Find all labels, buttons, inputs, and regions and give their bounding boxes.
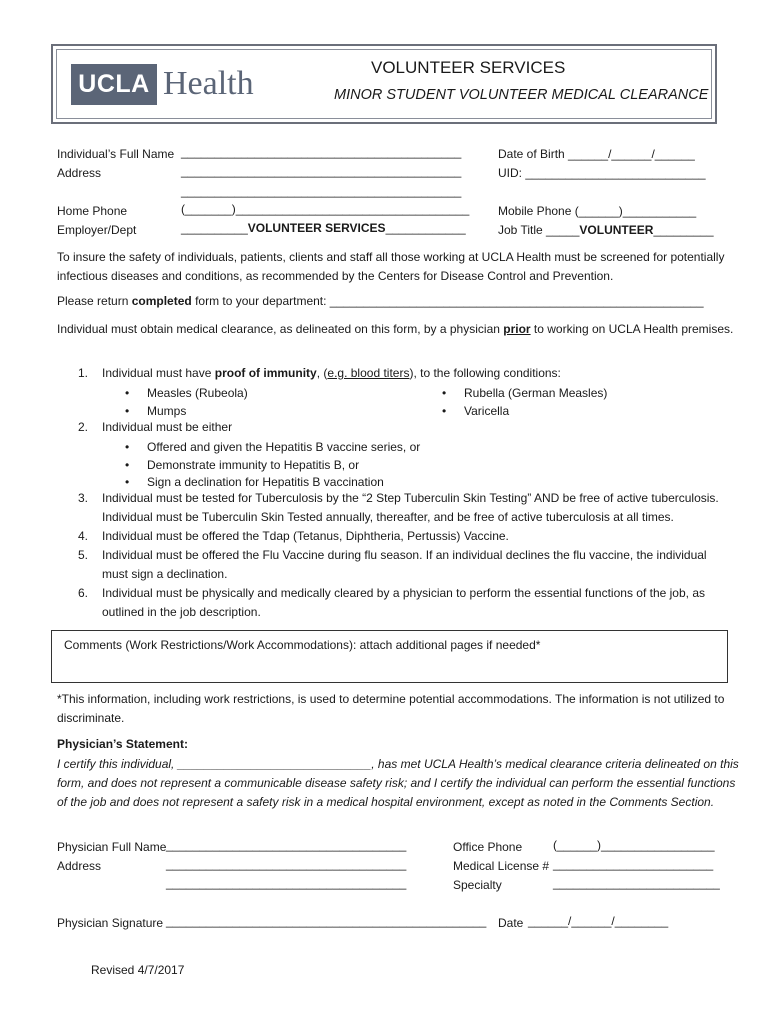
physician-name-label: Physician Full Name: [57, 840, 167, 854]
specialty-label: Specialty: [453, 878, 502, 892]
req1-part-c: , (: [316, 366, 328, 380]
employer-field[interactable]: [181, 221, 466, 235]
physician-name-field[interactable]: ____________________________________: [166, 838, 407, 852]
req3-number: 3.: [78, 491, 89, 505]
office-phone-label: Office Phone: [453, 840, 523, 854]
uid-line: ___________________________: [525, 166, 706, 180]
req1-part-e: ), to the following conditions:: [409, 366, 561, 380]
list-item: Varicella: [464, 404, 510, 418]
req4-text: Individual must be offered the Tdap (Tetanus, Diphtheria, Pertussis) Vaccine.: [102, 529, 509, 543]
address-label: Address: [57, 166, 102, 180]
req3-line2: Individual must be Tuberculin Skin Tested annually, thereafter, and be free of active tuberculosis at all times.: [102, 510, 674, 524]
dob-label: Date of Birth: [498, 147, 565, 161]
req3-line1: Individual must be tested for Tuberculosis by the “2 Step Tuberculin Skin Testing” AND be free of active tuberculosis.: [102, 491, 719, 505]
specialty-field[interactable]: _________________________: [553, 876, 720, 890]
health-logo-text: Health: [163, 65, 254, 102]
employer-label: Employer/Dept: [57, 223, 137, 237]
date-field[interactable]: ______/______/________: [528, 914, 669, 928]
comments-label: Comments (Work Restrictions/Work Accommodations): attach additional pages if needed*: [64, 638, 541, 652]
mobile-phone-field[interactable]: [498, 204, 696, 218]
date-label: Date: [498, 916, 524, 930]
return-emphasis: completed: [131, 294, 192, 308]
employer-suffix: ____________: [385, 221, 466, 235]
physician-address-label: Address: [57, 859, 102, 873]
bullet-icon: •: [125, 440, 130, 454]
bullet-icon: •: [125, 475, 130, 489]
ucla-logo: UCLA: [71, 64, 157, 105]
address-field-1[interactable]: __________________________________________: [181, 164, 462, 178]
job-title-label: Job Title: [498, 223, 543, 237]
req1-part-b: proof of immunity: [214, 366, 317, 380]
job-title-prefix: _____: [546, 223, 580, 237]
req1-part-a: Individual must have: [102, 366, 215, 380]
employer-value: VOLUNTEER SERVICES: [247, 221, 386, 235]
req6-number: 6.: [78, 586, 89, 600]
uid-label: UID:: [498, 166, 522, 180]
page-title: VOLUNTEER SERVICES: [371, 58, 566, 77]
bullet-icon: •: [125, 386, 130, 400]
return-instruction: [57, 294, 704, 308]
req5-line2: must sign a declination.: [102, 567, 228, 581]
list-item: Sign a declination for Hepatitis B vaccination: [147, 475, 384, 489]
return-text: Please return: [57, 294, 132, 308]
dob-line: ______/______/______: [568, 147, 695, 161]
job-title-value: VOLUNTEER: [579, 223, 654, 237]
clearance-text-2: to working on UCLA Health premises.: [530, 322, 734, 336]
address-field-2[interactable]: __________________________________________: [181, 184, 462, 198]
license-field[interactable]: ________________________: [553, 857, 714, 871]
intro-paragraph: To insure the safety of individuals, patients, clients and staff all those working at UCLA Health must be screened for potentially infectious diseases and conditions, as recommended by the Centers for Disease Control and Prevention.: [57, 250, 725, 283]
signature-label: Physician Signature: [57, 916, 164, 930]
home-phone-field[interactable]: (_______)___________________________________: [181, 202, 470, 216]
full-name-field[interactable]: __________________________________________: [181, 145, 462, 159]
employer-prefix: __________: [181, 221, 248, 235]
physician-address-field-2[interactable]: ____________________________________: [166, 876, 407, 890]
dob-field[interactable]: [498, 147, 695, 161]
office-phone-field[interactable]: (______)_________________: [553, 838, 715, 852]
bullet-icon: •: [125, 458, 130, 472]
req5-line1: Individual must be offered the Flu Vaccine during flu season. If an individual declines the flu vaccine, the individual: [102, 548, 707, 562]
uid-field[interactable]: [498, 166, 706, 180]
statement-text-a: I certify this individual,: [57, 757, 178, 771]
physician-address-field-1[interactable]: ____________________________________: [166, 857, 407, 871]
disclaimer-text: *This information, including work restrictions, is used to determine potential accommodations. The information is not utilized to discriminate.: [57, 692, 725, 725]
list-item: Measles (Rubeola): [147, 386, 248, 400]
physician-statement-text: [57, 755, 742, 812]
req4-number: 4.: [78, 529, 89, 543]
license-label: Medical License #: [453, 859, 550, 873]
department-field[interactable]: ________________________________________________________: [329, 294, 704, 308]
home-phone-label: Home Phone: [57, 204, 128, 218]
req5-number: 5.: [78, 548, 89, 562]
certified-individual-field[interactable]: _____________________________: [177, 757, 372, 771]
job-title-field[interactable]: [498, 223, 714, 237]
signature-field[interactable]: ________________________________________________: [166, 914, 487, 928]
mobile-line: (______)___________: [574, 204, 697, 218]
list-item: Demonstrate immunity to Hepatitis B, or: [147, 458, 360, 472]
full-name-label: Individual’s Full Name: [57, 147, 175, 161]
revised-date: Revised 4/7/2017: [91, 963, 185, 977]
req2-text: Individual must be either: [102, 420, 233, 434]
list-item: Offered and given the Hepatitis B vaccine series, or: [147, 440, 421, 454]
bullet-icon: •: [125, 404, 130, 418]
req1-number: 1.: [78, 366, 89, 380]
req6-line2: outlined in the job description.: [102, 605, 261, 619]
mobile-label: Mobile Phone: [498, 204, 572, 218]
physician-statement-heading: Physician’s Statement:: [57, 737, 188, 751]
form-subtitle: MINOR STUDENT VOLUNTEER MEDICAL CLEARANCE: [334, 87, 709, 103]
clearance-text: Individual must obtain medical clearance, as delineated on this form, by a physician: [57, 322, 504, 336]
statement-text-b: , has met UCLA Health’s medical clearance criteria delineated on this form, and does not represent a communicable disease safety risk; and I certify the individual can perform the essential functions of the job and does not represent a safety risk in a medical hospital environment, except as noted in the Comments Section.: [57, 757, 739, 809]
req1-part-d: e.g. blood titers: [327, 366, 410, 380]
list-item: Rubella (German Measles): [464, 386, 608, 400]
bullet-icon: •: [442, 386, 447, 400]
return-text-2: form to your department:: [191, 294, 330, 308]
bullet-icon: •: [442, 404, 447, 418]
job-title-suffix: _________: [653, 223, 714, 237]
req6-line1: Individual must be physically and medically cleared by a physician to perform the essential functions of the job, as: [102, 586, 705, 600]
clearance-emphasis: prior: [503, 322, 531, 336]
list-item: Mumps: [147, 404, 187, 418]
req2-number: 2.: [78, 420, 89, 434]
req1-text: [102, 366, 561, 380]
clearance-paragraph: [57, 320, 747, 339]
